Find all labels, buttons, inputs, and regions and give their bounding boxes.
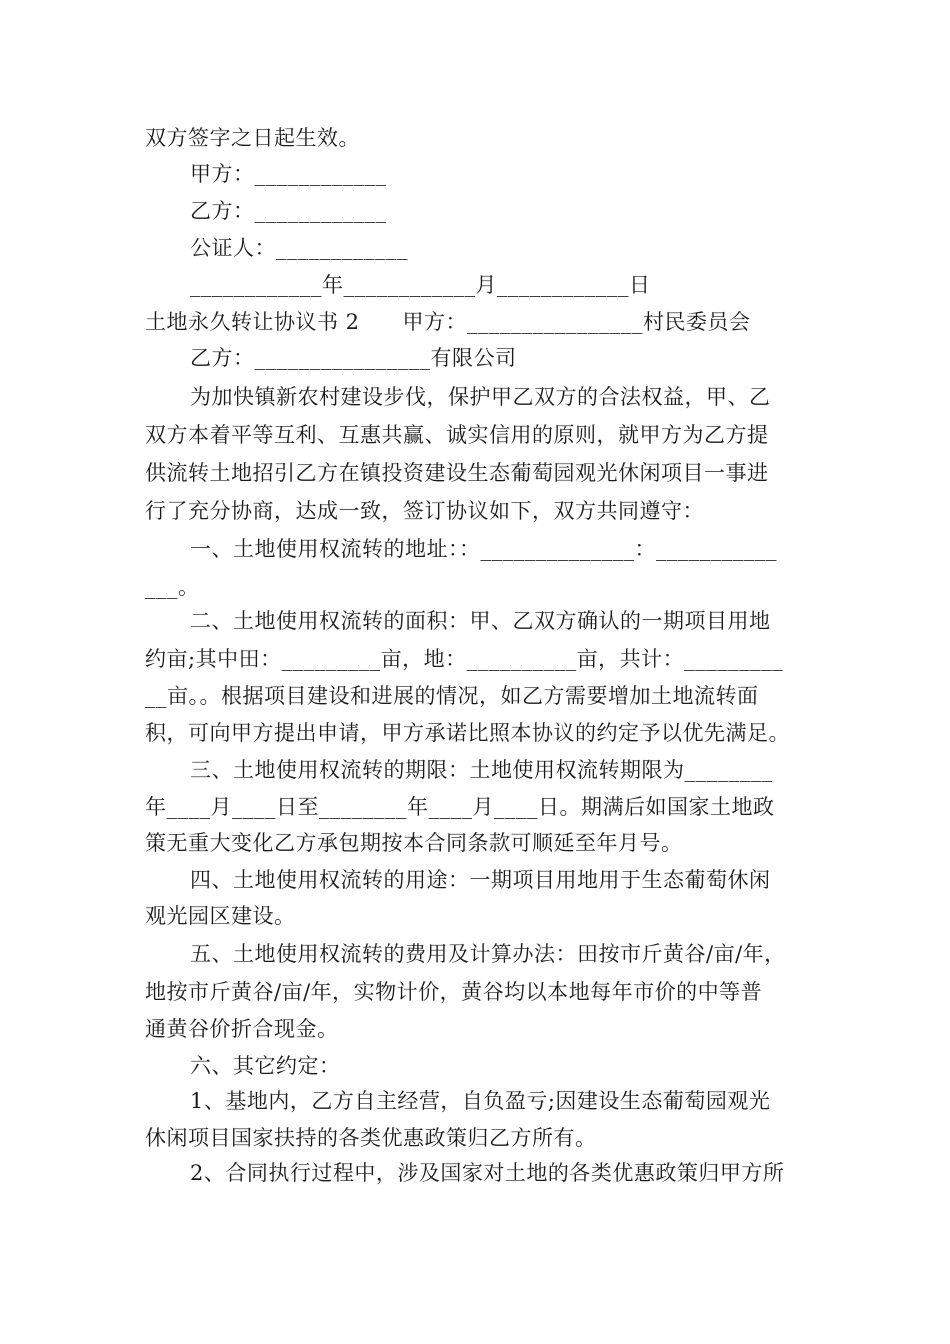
notary-signature-line: 公证人：____________ bbox=[190, 236, 408, 260]
text-line: 约亩;其中田：_________亩，地：__________亩，共计：_________ bbox=[145, 647, 784, 671]
text-line: __亩。。根据项目建设和进展的情况，如乙方需要增加土地流转面 bbox=[145, 684, 759, 708]
party-a-signature-line: 甲方：____________ bbox=[190, 162, 387, 186]
text-line: 供流转土地招引乙方在镇投资建设生态葡萄园观光休闲项目一事进 bbox=[145, 461, 769, 485]
clause-2-line: 二、土地使用权流转的面积：甲、乙双方确认的一期项目用地 bbox=[190, 609, 771, 633]
clause-3-line: 三、土地使用权流转的期限：土地使用权流转期限为________ bbox=[190, 758, 773, 782]
text-line: 休闲项目国家扶持的各类优惠政策归乙方所有。 bbox=[145, 1126, 597, 1150]
agreement-title-line: 土地永久转让协议书 2 甲方：________________村民委员会 bbox=[145, 310, 751, 334]
clause-6-line: 六、其它约定： bbox=[190, 1054, 341, 1078]
text-line: 双方本着平等互利、互惠共赢、诚实信用的原则，就甲方为乙方提 bbox=[145, 423, 769, 447]
sub-clause-2-line: 2、合同执行过程中，涉及国家对土地的各类优惠政策归甲方所 bbox=[190, 1161, 785, 1185]
text-line: 积，可向甲方提出申请，甲方承诺比照本协议的约定予以优先满足。 bbox=[145, 721, 790, 745]
party-b-signature-line: 乙方：____________ bbox=[190, 199, 387, 223]
text-line: 观光园区建设。 bbox=[145, 904, 296, 928]
clause-5-line: 五、土地使用权流转的费用及计算办法：田按市斤黄谷/亩/年， bbox=[190, 942, 786, 966]
clause-1-line: 一、土地使用权流转的地址：：______________：___________ bbox=[190, 537, 777, 561]
text-line: 策无重大变化乙方承包期按本合同条款可顺延至年月号。 bbox=[145, 831, 683, 855]
text-line: ___。 bbox=[145, 575, 200, 599]
text-line: 年____月____日至________年____月____日。期满后如国家土地政 bbox=[145, 795, 775, 819]
date-line: ____________年____________月____________日 bbox=[190, 273, 651, 297]
clause-4-line: 四、土地使用权流转的用途：一期项目用地用于生态葡萄休闲 bbox=[190, 868, 771, 892]
text-line: 地按市斤黄谷/亩/年，实物计价，黄谷均以本地每年市价的中等普 bbox=[145, 980, 763, 1004]
text-line: 通黄谷价折合现金。 bbox=[145, 1017, 339, 1041]
sub-clause-1-line: 1、基地内，乙方自主经营，自负盈亏;因建设生态葡萄园观光 bbox=[190, 1089, 771, 1113]
text-line: 为加快镇新农村建设步伐，保护甲乙双方的合法权益，甲、乙 bbox=[190, 385, 771, 409]
party-b-company-line: 乙方：________________有限公司 bbox=[190, 346, 517, 370]
text-line: 双方签字之日起生效。 bbox=[145, 126, 360, 150]
text-line: 行了充分协商，达成一致，签订协议如下，双方共同遵守： bbox=[145, 499, 704, 523]
